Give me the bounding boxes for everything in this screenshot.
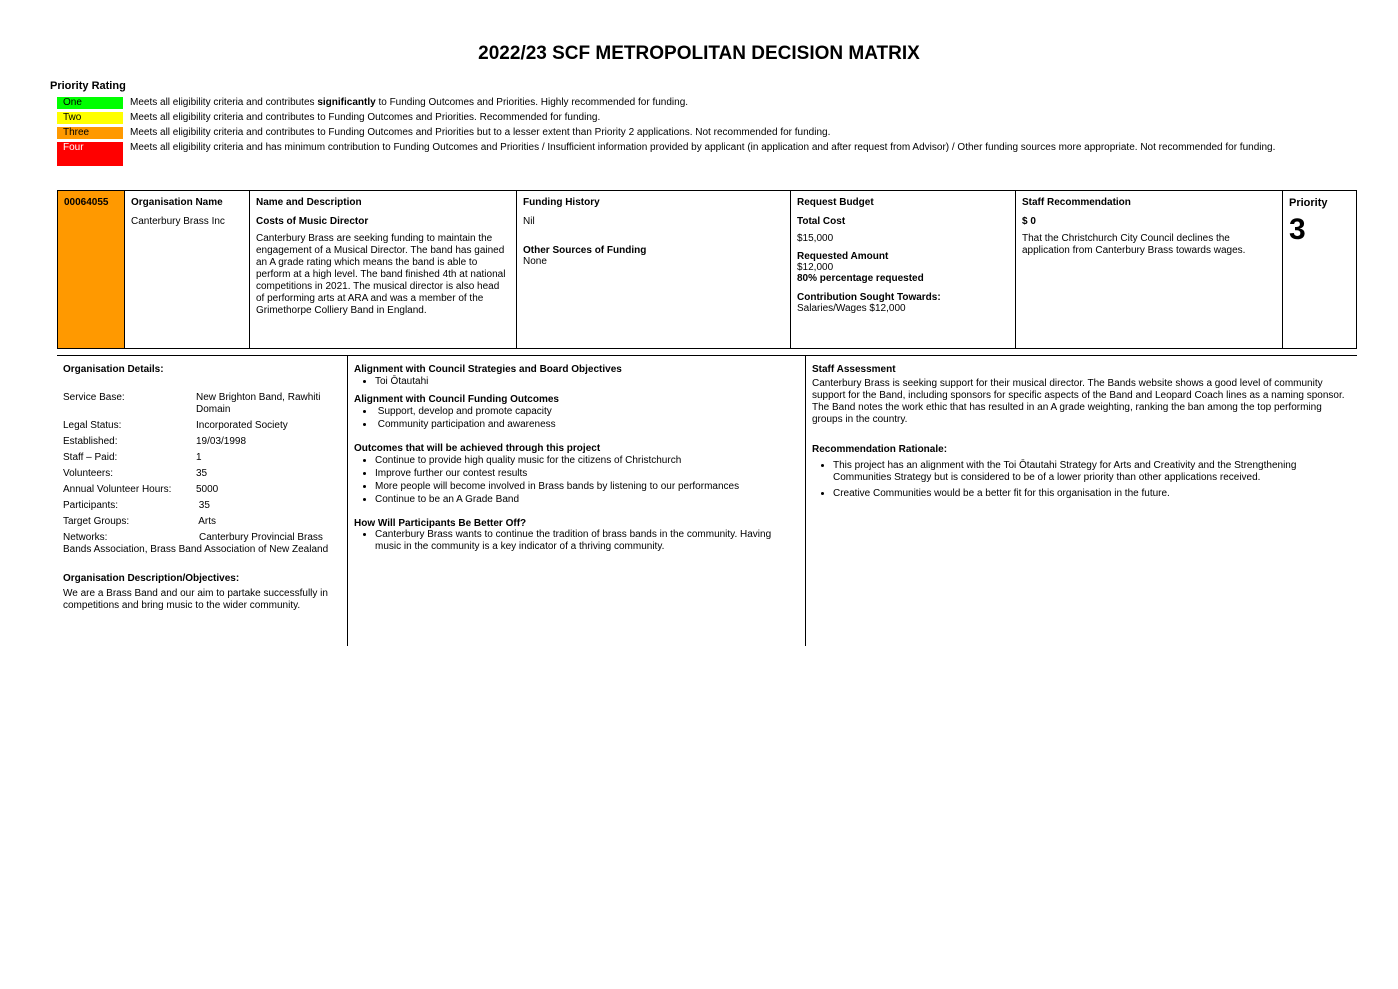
list-item: • Toi Ōtautahi <box>375 375 799 388</box>
total-cost-label: Total Cost <box>797 216 846 227</box>
legend-text <box>130 97 1317 109</box>
funding-history-header: Funding History <box>523 197 600 208</box>
organisation-header: Organisation Name <box>131 197 223 208</box>
detail-label: Legal Status: <box>63 420 122 431</box>
funding-outcomes-list <box>354 405 799 431</box>
detail-label: Target Groups: <box>63 516 130 527</box>
organisation-details-column <box>57 356 348 646</box>
priority-rating-heading: Priority Rating <box>50 80 126 92</box>
staff-recommendation-text: That the Christchurch City Council declines the application from Canterbury Brass towards wages. <box>1022 233 1246 256</box>
detail-row <box>63 468 341 480</box>
detail-value: 5000 <box>196 484 219 495</box>
organisation-cell <box>125 191 250 349</box>
detail-label: Staff – Paid: <box>63 452 118 463</box>
priority-legend <box>57 97 1317 166</box>
priority-header: Priority <box>1289 197 1328 209</box>
organisation-details-heading: Organisation Details: <box>63 364 164 375</box>
funding-outcomes-heading: Alignment with Council Funding Outcomes <box>354 394 559 405</box>
request-budget-cell <box>791 191 1016 349</box>
organisation-description-heading: Organisation Description/Objectives: <box>63 573 240 584</box>
list-item: • Improve further our contest results <box>375 467 799 480</box>
assessment-column <box>806 356 1357 646</box>
funding-history-cell <box>517 191 791 349</box>
project-description: Canterbury Brass are seeking funding to maintain the engagement of a Musical Director. The band has gained an A grade rating which means the band is able to perform at a high level. The band finished 4th at national competitions in 2021. The musical director is also head of performing arts at ARA and was a member of the Grimethorpe Colliery Band in England. <box>256 233 506 316</box>
application-table <box>57 190 1357 349</box>
detail-value: 1 <box>196 452 202 463</box>
achieved-heading: Outcomes that will be achieved through this project <box>354 443 601 454</box>
contribution-label: Contribution Sought Towards: <box>797 292 941 303</box>
percentage-requested: 80% percentage requested <box>797 273 924 284</box>
list-item: • Creative Communities would be a better fit for this organisation in the future. <box>833 488 1351 500</box>
detail-row <box>63 420 341 432</box>
detail-row <box>63 516 341 528</box>
legend-text-bold: significantly <box>317 97 376 108</box>
legend-row-one <box>57 97 1317 109</box>
detail-label: Established: <box>63 436 118 447</box>
legend-row-three <box>57 127 1317 139</box>
other-sources-label: Other Sources of Funding <box>523 245 647 256</box>
achieved-list <box>354 454 799 506</box>
contribution-value: Salaries/Wages $12,000 <box>797 303 906 314</box>
detail-row <box>63 484 341 496</box>
list-item: • Continue to be an A Grade Band <box>375 493 799 506</box>
other-sources-value: None <box>523 256 547 267</box>
legend-text: Meets all eligibility criteria and contributes to Funding Outcomes and Priorities but to a lesser extent than Priority 2 applications. Not recommended for funding. <box>130 127 831 138</box>
detail-label: Participants: <box>63 500 119 511</box>
application-row <box>58 191 1357 349</box>
rationale-heading: Recommendation Rationale: <box>812 444 948 455</box>
staff-recommendation-cell <box>1016 191 1283 349</box>
list-item: • Continue to provide high quality music for the citizens of Christchurch <box>375 454 799 467</box>
detail-row <box>63 436 341 448</box>
legend-swatch: Two <box>57 112 123 124</box>
legend-text-pre: Meets all eligibility criteria and contributes <box>130 97 318 108</box>
project-name: Costs of Music Director <box>256 216 369 227</box>
legend-row-two <box>57 112 1317 124</box>
funding-history-value: Nil <box>523 216 535 227</box>
legend-text-post: to Funding Outcomes and Priorities. Highly recommended for funding. <box>375 97 689 108</box>
legend-swatch: One <box>57 97 123 109</box>
networks-row <box>63 532 341 556</box>
strategies-heading: Alignment with Council Strategies and Board Objectives <box>354 364 622 375</box>
detail-row <box>63 392 341 416</box>
list-item: • More people will become involved in Brass bands by listening to our performances <box>375 480 799 493</box>
page-title: 2022/23 SCF METROPOLITAN DECISION MATRIX <box>478 43 920 64</box>
detail-value: 35 <box>196 500 210 511</box>
list-item: • Support, develop and promote capacity <box>375 405 799 418</box>
detail-value: 19/03/1998 <box>196 436 247 447</box>
application-id-cell <box>58 191 125 349</box>
networks-label: Networks: <box>63 532 108 543</box>
application-id: 00064055 <box>64 197 109 208</box>
lower-section <box>57 355 1357 646</box>
organisation-description-text: We are a Brass Band and our aim to partake successfully in competitions and bring music to the wider community. <box>63 588 328 611</box>
detail-label: Service Base: <box>63 392 125 403</box>
list-item: • Community participation and awareness <box>375 418 799 431</box>
legend-row-four <box>57 142 1317 166</box>
strategies-list <box>354 375 799 388</box>
requested-amount-value: $12,000 <box>797 262 834 273</box>
rationale-list <box>812 460 1351 500</box>
requested-amount-label: Requested Amount <box>797 251 889 262</box>
staff-assessment-heading: Staff Assessment <box>812 364 896 375</box>
total-cost-value: $15,000 <box>797 233 834 244</box>
legend-text: Meets all eligibility criteria and contributes to Funding Outcomes and Priorities. Recommended for funding. <box>130 112 601 123</box>
list-item: • This project has an alignment with the Toi Ōtautahi Strategy for Arts and Creativity and the Strengthening Communities Strategy but is considered to be of a lower priority than other applications received. <box>833 460 1351 484</box>
detail-value: Incorporated Society <box>196 420 288 431</box>
staff-recommendation-header: Staff Recommendation <box>1022 197 1131 208</box>
description-cell <box>250 191 517 349</box>
request-budget-header: Request Budget <box>797 197 874 208</box>
networks-value: Canterbury Provincial Brass Bands Association, Brass Band Association of New Zealand <box>63 532 329 555</box>
organisation-name: Canterbury Brass Inc <box>131 216 225 227</box>
detail-value: New Brighton Band, Rawhiti Domain <box>196 392 321 415</box>
priority-value: 3 <box>1289 213 1306 246</box>
detail-label: Volunteers: <box>63 468 114 479</box>
detail-row <box>63 452 341 464</box>
better-off-heading: How Will Participants Be Better Off? <box>354 518 527 529</box>
description-header: Name and Description <box>256 197 362 208</box>
detail-row <box>63 500 341 512</box>
staff-assessment-text: Canterbury Brass is seeking support for their musical director. The Bands website shows a good level of community support for the Band, including sponsors for specific aspects of the Band and Leopard Coach lines as a naming sponsor. The Band notes the work ethic that has resulted in an A grade weighting, ranking the ban among the top performing groups in the country. <box>812 378 1345 425</box>
priority-cell <box>1283 191 1357 349</box>
staff-amount: $ 0 <box>1022 216 1036 227</box>
detail-value: Arts <box>196 516 217 527</box>
legend-swatch: Three <box>57 127 123 139</box>
legend-text: Meets all eligibility criteria and has minimum contribution to Funding Outcomes and Priorities / Insufficient information provided by applicant (in application and after request from Advisor) / Other funding sources more appropriate. Not recommended for funding. <box>130 142 1276 153</box>
list-item: • Canterbury Brass wants to continue the tradition of brass bands in the community. Having music in the community is a key indicator of a thriving community. <box>375 529 799 553</box>
detail-value: 35 <box>196 468 208 479</box>
better-off-list <box>354 529 799 553</box>
detail-label: Annual Volunteer Hours: <box>63 484 172 495</box>
alignment-column <box>348 356 806 646</box>
legend-swatch: Four <box>57 142 123 166</box>
